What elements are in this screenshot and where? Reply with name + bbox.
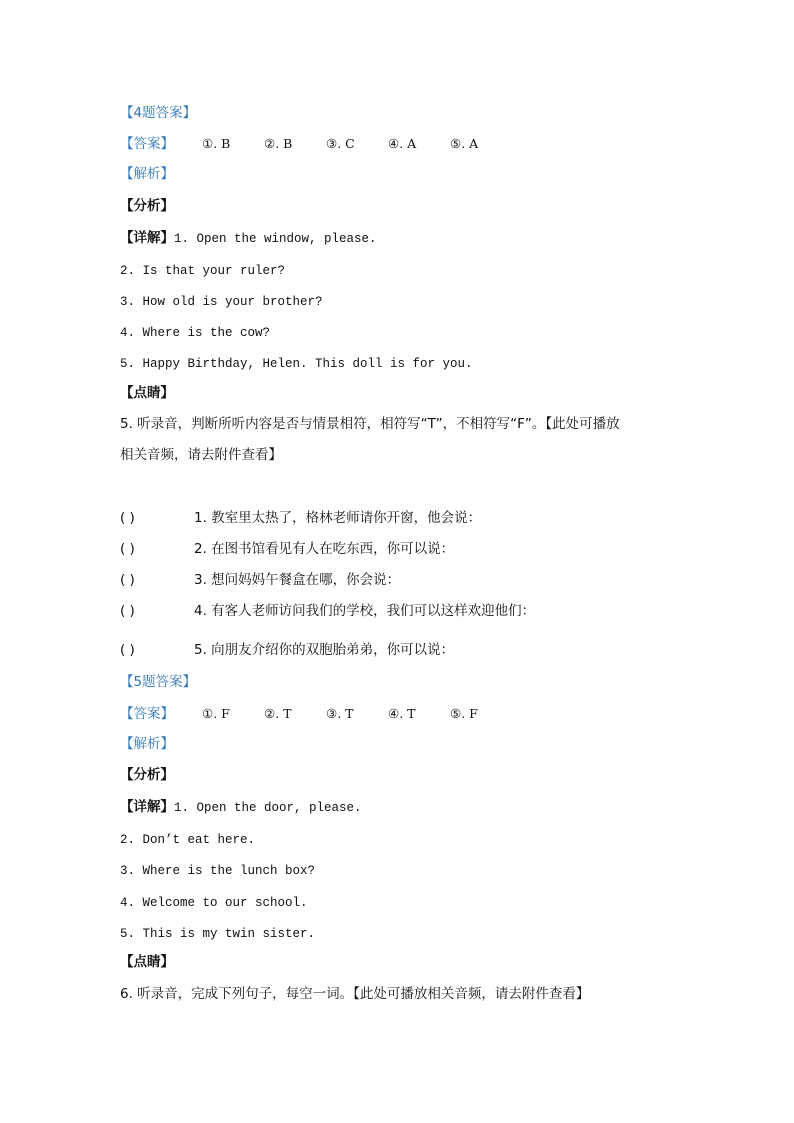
q5-answer-row xyxy=(120,705,512,723)
q4-answer-3: ③. C xyxy=(326,136,355,151)
q5-item-1-blank[interactable]: ( ) xyxy=(120,510,135,526)
q5-xiangjie-label: 【详解】 xyxy=(120,799,174,815)
q4-answer-row xyxy=(120,135,512,153)
q5-detail-line-1 xyxy=(120,798,362,817)
q5-item-2-blank[interactable]: ( ) xyxy=(120,541,135,557)
q4-transcript-5: 5. Happy Birthday, Helen. This doll is for you. xyxy=(120,357,473,371)
q5-answer-header: 【5题答案】 xyxy=(120,674,197,690)
q5-jiexi-label: 【解析】 xyxy=(120,736,174,752)
q4-detail-line-1 xyxy=(120,229,377,248)
q4-transcript-1: 1. Open the window, please. xyxy=(174,232,377,246)
q5-item-4-text: 4. 有客人老师访问我们的学校，我们可以这样欢迎他们： xyxy=(194,603,536,619)
q5-item-2-text: 2. 在图书馆看见有人在吃东西，你可以说： xyxy=(194,541,455,557)
q4-answer-label: 【答案】 xyxy=(120,136,174,152)
q4-xiangjie-label: 【详解】 xyxy=(120,230,174,246)
q5-answer-4: ④. T xyxy=(388,706,416,721)
q5-item-2 xyxy=(120,540,454,558)
q5-item-4 xyxy=(120,602,535,620)
q5-answer-3: ③. T xyxy=(326,706,354,721)
q4-dianjing-label: 【点睛】 xyxy=(120,385,174,401)
q5-dianjing-label: 【点睛】 xyxy=(120,954,174,970)
q5-item-5-text: 5. 向朋友介绍你的双胞胎弟弟，你可以说： xyxy=(194,642,455,658)
q5-item-1-text: 1. 教室里太热了，格林老师请你开窗，他会说： xyxy=(194,510,482,526)
q4-transcript-3: 3. How old is your brother? xyxy=(120,295,323,309)
q4-answer-4: ④. A xyxy=(388,136,417,151)
q5-answer-1: ①. F xyxy=(202,706,230,721)
q5-fenxi-label: 【分析】 xyxy=(120,767,174,783)
q5-item-5 xyxy=(120,641,454,659)
q4-fenxi-label: 【分析】 xyxy=(120,198,174,214)
q5-prompt-line-2: 相关音频，请去附件查看】 xyxy=(120,447,282,463)
q5-answer-label: 【答案】 xyxy=(120,706,174,722)
q6-prompt: 6. 听录音，完成下列句子，每空一词。【此处可播放相关音频，请去附件查看】 xyxy=(120,986,590,1002)
q5-item-5-blank[interactable]: ( ) xyxy=(120,642,135,658)
q4-answer-header: 【4题答案】 xyxy=(120,105,197,121)
q4-answer-5: ⑤. A xyxy=(450,136,479,151)
q5-item-3 xyxy=(120,571,400,589)
q5-item-4-blank[interactable]: ( ) xyxy=(120,603,135,619)
q4-transcript-2: 2. Is that your ruler? xyxy=(120,264,286,278)
q5-prompt-line-1: 5. 听录音，判断所听内容是否与情景相符，相符写“T”，不相符写“F”。【此处可播放 xyxy=(120,416,620,432)
q5-transcript-3: 3. Where is the lunch box? xyxy=(120,864,316,878)
q5-item-3-blank[interactable]: ( ) xyxy=(120,572,135,588)
q4-jiexi-label: 【解析】 xyxy=(120,166,174,182)
q4-answer-1: ①. B xyxy=(202,136,231,151)
q4-answer-2: ②. B xyxy=(264,136,293,151)
q5-item-3-text: 3. 想问妈妈午餐盒在哪，你会说： xyxy=(194,572,401,588)
q5-transcript-5: 5. This is my twin sister. xyxy=(120,927,316,941)
q5-answer-2: ②. T xyxy=(264,706,292,721)
q5-item-1 xyxy=(120,509,481,527)
q5-transcript-4: 4. Welcome to our school. xyxy=(120,896,308,910)
q5-transcript-1: 1. Open the door, please. xyxy=(174,801,362,815)
q5-transcript-2: 2. Don’t eat here. xyxy=(120,833,256,847)
q4-transcript-4: 4. Where is the cow? xyxy=(120,326,271,340)
q5-answer-5: ⑤. F xyxy=(450,706,478,721)
